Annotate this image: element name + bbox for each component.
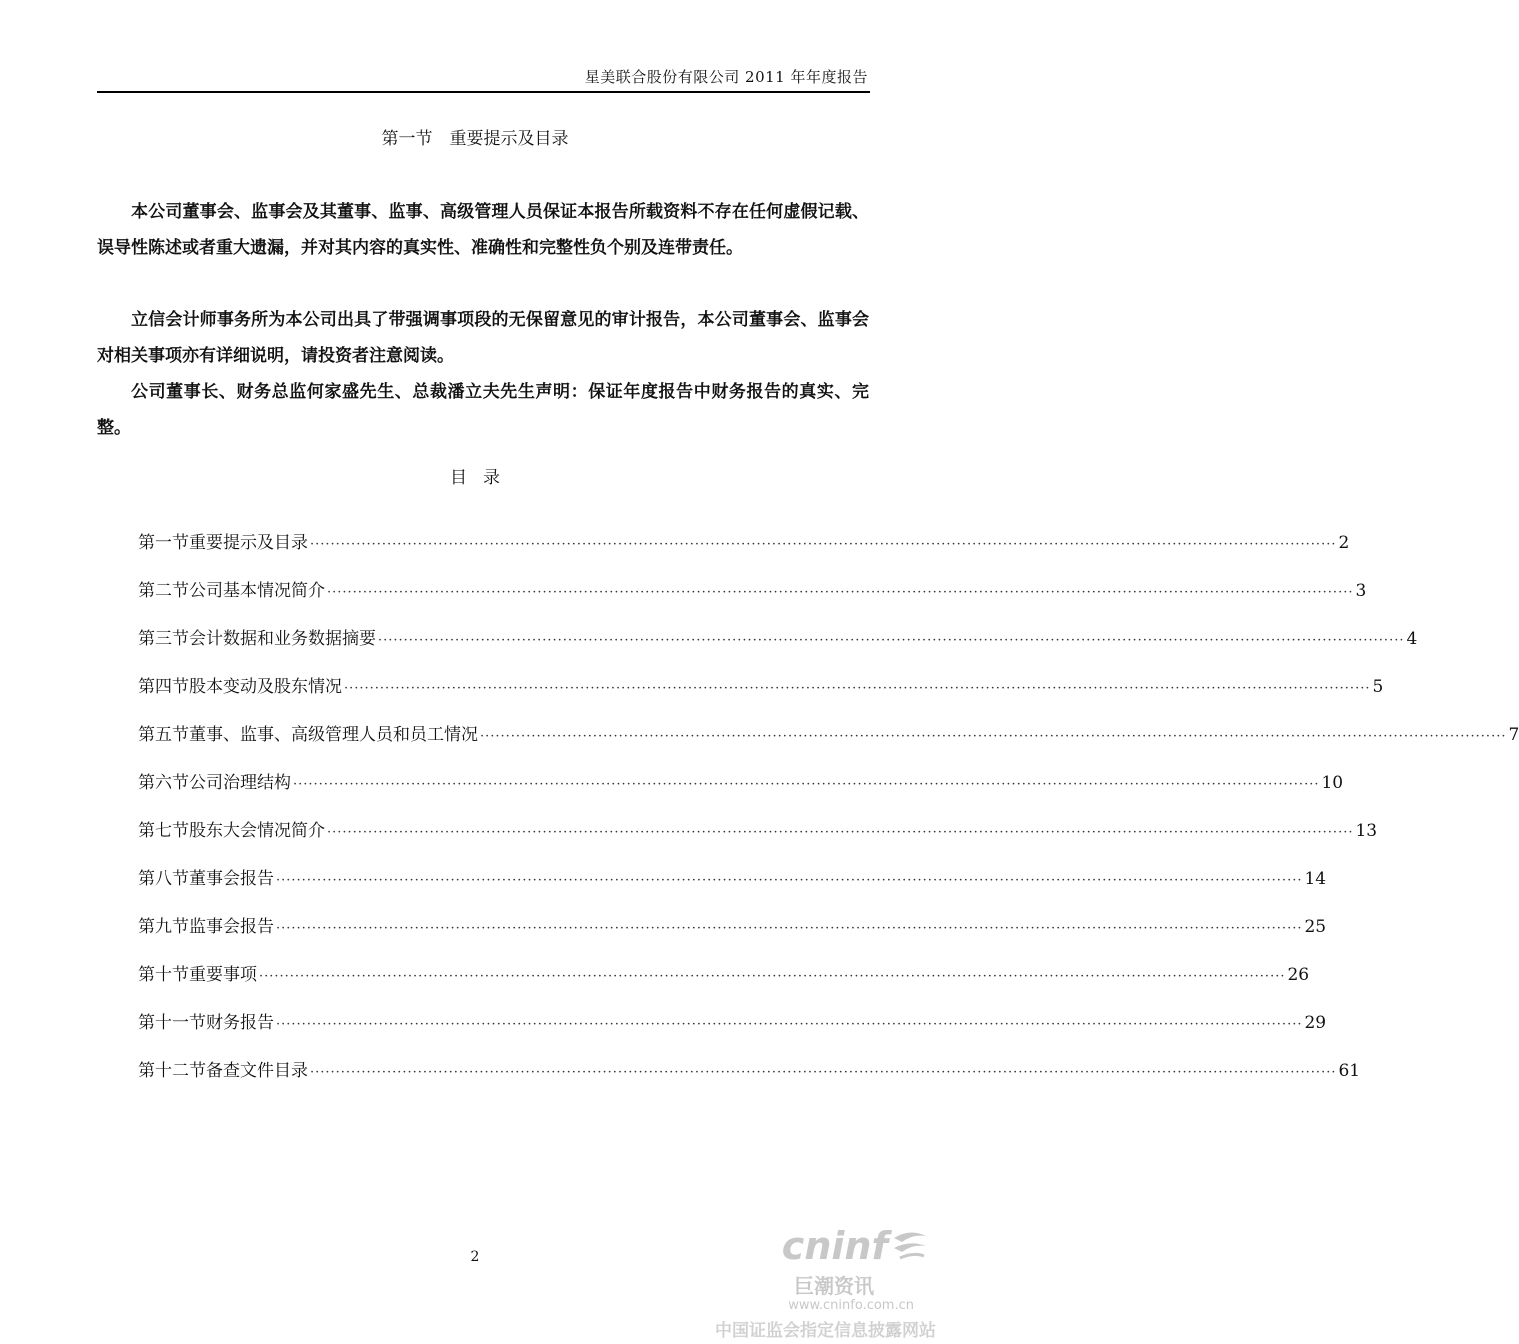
toc-entry[interactable] [138, 1008, 1327, 1056]
toc-entry-page: 13 [1355, 821, 1378, 841]
toc-entry-name: 会计数据和业务数据摘要 [189, 629, 376, 649]
toc-entry-section: 第七节 [138, 821, 189, 841]
toc-entry-section: 第四节 [138, 677, 189, 697]
toc-entry[interactable] [138, 960, 1310, 1008]
toc-entry[interactable] [138, 912, 1327, 960]
toc-entry-leader-dots: ········································································································································································································ [344, 681, 1371, 696]
toc-entry-page: 29 [1304, 1013, 1327, 1033]
toc-entry-page: 3 [1355, 581, 1367, 601]
toc-entry-section: 第九节 [138, 917, 189, 937]
toc-entry-leader-dots: ········································································································································································································ [293, 777, 1320, 792]
toc-entry-page: 26 [1287, 965, 1310, 985]
toc-entry-section: 第三节 [138, 629, 189, 649]
cninfo-swirl-icon [890, 1228, 930, 1262]
toc-entry-name: 股东大会情况简介 [189, 821, 325, 841]
toc-entry-section: 第二节 [138, 581, 189, 601]
toc-entry-leader-dots: ········································································································································································································ [276, 921, 1303, 936]
toc-entry-name: 财务报告 [206, 1013, 274, 1033]
toc-entry[interactable] [138, 624, 1418, 672]
toc-entry-leader-dots: ········································································································································································································ [310, 537, 1337, 552]
toc-entry[interactable] [138, 720, 1519, 768]
toc-entry-name: 监事会报告 [189, 917, 274, 937]
toc-entry-page: 14 [1304, 869, 1327, 889]
watermark-logo-text: cninf [781, 1224, 888, 1268]
toc-entry-name: 股本变动及股东情况 [189, 677, 342, 697]
toc-entry-name: 重要事项 [189, 965, 257, 985]
toc-entry[interactable] [138, 576, 1367, 624]
toc-entry[interactable] [138, 768, 1344, 816]
toc-entry-section: 第八节 [138, 869, 189, 889]
toc-entry-name: 董事会报告 [189, 869, 274, 889]
toc-entry-section: 第十一节 [138, 1013, 206, 1033]
table-of-contents [138, 528, 1519, 1104]
toc-entry-page: 61 [1338, 1061, 1361, 1081]
toc-entry[interactable] [138, 1056, 1361, 1104]
toc-entry-leader-dots: ········································································································································································································ [276, 873, 1303, 888]
notice-paragraph-1: 本公司董事会、监事会及其董事、监事、高级管理人员保证本报告所载资料不存在任何虚假记载、误导性陈述或者重大遗漏，并对其内容的真实性、准确性和完整性负个别及连带责任。 [97, 202, 869, 258]
notice-paragraph-2: 立信会计师事务所为本公司出具了带强调事项段的无保留意见的审计报告，本公司董事会、监事会对相关事项亦有详细说明，请投资者注意阅读。 [97, 310, 869, 366]
toc-entry-section: 第六节 [138, 773, 189, 793]
toc-entry[interactable] [138, 672, 1384, 720]
toc-entry-page: 4 [1406, 629, 1418, 649]
toc-entry-page: 25 [1304, 917, 1327, 937]
toc-entry-page: 2 [1338, 533, 1350, 553]
toc-entry-page: 7 [1508, 725, 1519, 745]
toc-title: 目录 [450, 468, 516, 488]
header-divider [97, 91, 870, 93]
toc-entry-name: 重要提示及目录 [189, 533, 308, 553]
watermark-url: www.cninfo.com.cn [788, 1298, 914, 1313]
toc-entry-section: 第十节 [138, 965, 189, 985]
toc-entry-leader-dots: ········································································································································································································ [276, 1017, 1303, 1032]
cninfo-watermark [715, 1218, 936, 1341]
toc-entry-name: 备查文件目录 [206, 1061, 308, 1081]
toc-entry-leader-dots: ········································································································································································································ [327, 825, 1354, 840]
toc-entry[interactable] [138, 528, 1350, 576]
toc-entry-leader-dots: ········································································································································································································ [327, 585, 1354, 600]
toc-entry-name: 公司基本情况简介 [189, 581, 325, 601]
toc-entry[interactable] [138, 816, 1378, 864]
notice-paragraph-3: 公司董事长、财务总监何家盛先生、总裁潘立夫先生声明：保证年度报告中财务报告的真实、完整。 [97, 382, 869, 438]
toc-entry-page: 5 [1372, 677, 1384, 697]
toc-entry[interactable] [138, 864, 1327, 912]
page-number: 2 [470, 1249, 480, 1265]
watermark-tagline: 中国证监会指定信息披露网站 [715, 1321, 936, 1341]
toc-entry-page: 10 [1321, 773, 1344, 793]
toc-entry-leader-dots: ········································································································································································································ [480, 729, 1507, 744]
toc-entry-name: 公司治理结构 [189, 773, 291, 793]
toc-entry-leader-dots: ········································································································································································································ [259, 969, 1286, 984]
watermark-name-cn: 巨潮资讯 [794, 1274, 874, 1298]
section-title: 第一节 重要提示及目录 [381, 129, 569, 149]
toc-entry-leader-dots: ········································································································································································································ [310, 1065, 1337, 1080]
toc-entry-section: 第一节 [138, 533, 189, 553]
toc-entry-name: 董事、监事、高级管理人员和员工情况 [189, 725, 478, 745]
toc-entry-leader-dots: ········································································································································································································ [378, 633, 1405, 648]
report-header-title: 星美联合股份有限公司 2011 年年度报告 [584, 68, 868, 86]
toc-entry-section: 第十二节 [138, 1061, 206, 1081]
toc-entry-section: 第五节 [138, 725, 189, 745]
